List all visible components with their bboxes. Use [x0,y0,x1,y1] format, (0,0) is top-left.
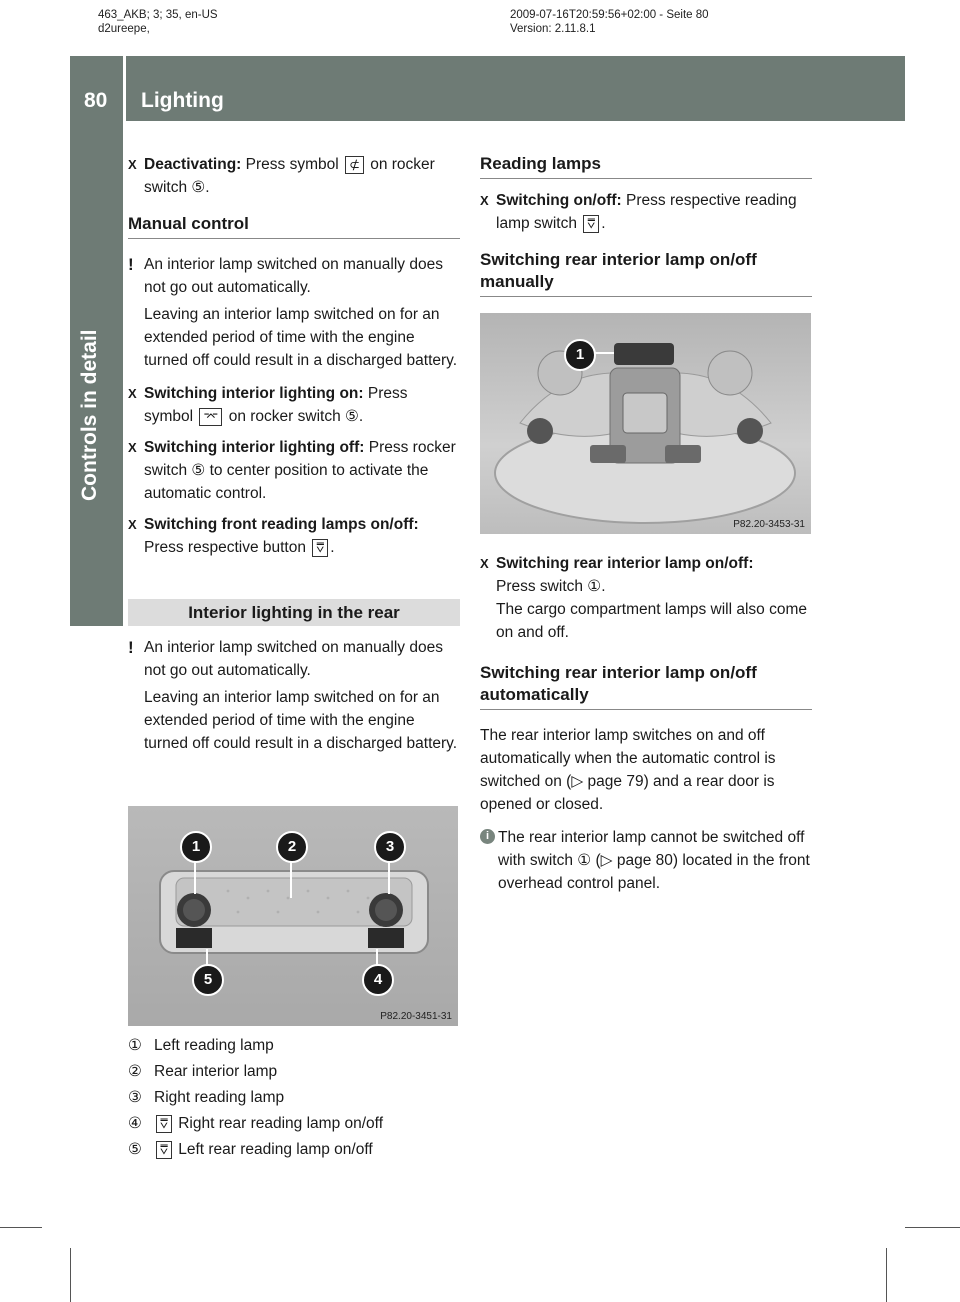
figure-rear-lamp [128,806,458,1026]
heading-reading-lamps: Reading lamps [480,153,812,179]
right-column-bottom [480,552,812,897]
legend-item-5 [128,1138,460,1161]
header-separator [123,56,126,121]
callout-1: 1 [180,831,212,863]
auto-paragraph: The rear interior lamp switches on and off automatically when the automatic control is switched on (▷ page 79) and a rear door is opened or closed. [480,727,776,813]
legend-item-2 [128,1060,460,1083]
step-text-2: . [330,539,335,556]
callout-2: 2 [276,831,308,863]
step-text-2: . [601,215,606,232]
note-para: Leaving an interior lamp switched on for an extended period of time with the engine turned off could result in a discharged battery. [144,306,458,369]
step-text: Press respective button [144,539,306,556]
step-arrow-icon: X [128,517,137,532]
right-column-top [480,153,812,311]
legend-text: Left rear reading lamp on/off [178,1141,373,1158]
legend-number: ⑤ [128,1141,142,1158]
legend-number: ① [128,1037,142,1054]
legend-text: Rear interior lamp [154,1063,278,1080]
left-column [128,153,460,755]
reading-lamp-symbol-icon: ⩢ [312,539,328,557]
step-deactivating [128,153,460,199]
legend-text: Right rear reading lamp on/off [178,1115,383,1132]
figure-code: P82.20-3453-31 [733,519,805,530]
step-front-reading [128,513,460,559]
figure-code: P82.20-3451-31 [380,1011,452,1022]
heading-manual-control: Manual control [128,213,460,239]
crop-mark [0,1227,42,1228]
step-text: Press switch ①. [496,578,606,595]
note-warning-2 [128,636,460,682]
legend-number: ④ [128,1115,142,1132]
step-arrow-icon: X [480,193,489,208]
info-text: The rear interior lamp cannot be switched off with switch ① (▷ page 80) located in the front overhead control panel. [498,829,810,892]
step-text: Press symbol [245,156,339,173]
interior-light-on-symbol-icon: ⌤ [199,408,222,426]
reading-lamp-symbol-icon: ⩢ [156,1141,172,1159]
step-reading-on-off [480,189,812,235]
figure-legend [128,1034,460,1164]
warning-exclamation-icon: ! [128,255,134,274]
callout-1: 1 [564,339,596,371]
page-title: Lighting [141,89,224,112]
crop-mark [886,1248,887,1302]
legend-item-3 [128,1086,460,1109]
step-label: Switching on/off: [496,192,622,209]
note-warning-1 [128,253,460,299]
meta-left [98,8,218,36]
overhead-panel-illustration [480,313,811,534]
callout-4: 4 [362,964,394,996]
legend-item-1 [128,1034,460,1057]
step-arrow-icon: X [480,556,489,571]
info-icon: i [480,829,495,844]
step-text: Press symbol [144,385,408,425]
legend-item-4 [128,1112,460,1135]
legend-text: Right reading lamp [154,1089,285,1106]
step-text-2: on rocker switch ⑤. [144,156,435,196]
callout-5: 5 [192,964,224,996]
step-label: Switching interior lighting off: [144,439,365,456]
note-line: An interior lamp switched on manually does not go out automatically. [144,639,443,679]
meta-left-line1: 463_AKB; 3; 35, en-US [98,9,218,21]
meta-right-line2: Version: 2.11.8.1 [510,23,596,35]
page-header [70,56,905,121]
step-lighting-on [128,382,460,428]
crop-mark [70,1248,71,1302]
step-rear-on-off [480,552,812,644]
page-number: 80 [84,89,108,112]
step-arrow-icon: X [128,157,137,172]
step-lighting-off [128,436,460,505]
figure-overhead-panel [480,313,811,534]
step-arrow-icon: X [128,440,137,455]
note-para: Leaving an interior lamp switched on for an extended period of time with the engine turned off could result in a discharged battery. [144,689,458,752]
step-text-2: The cargo compartment lamps will also come on and off. [496,601,807,641]
legend-number: ③ [128,1089,142,1106]
chapter-label: Controls in detail [78,329,101,501]
callout-3: 3 [374,831,406,863]
legend-text: Left reading lamp [154,1037,274,1054]
step-label: Switching interior lighting on: [144,385,364,402]
legend-number: ② [128,1063,142,1080]
warning-exclamation-icon: ! [128,638,134,657]
step-label: Deactivating: [144,156,242,173]
step-label: Switching front reading lamps on/off: [144,516,419,533]
step-text-2: on rocker switch ⑤. [228,408,364,425]
reading-lamp-symbol-icon: ⩢ [156,1115,172,1133]
heading-manual-rear: Switching rear interior lamp on/off manually [480,249,812,297]
meta-left-line2: d2ureepe, [98,23,150,35]
heading-auto-rear: Switching rear interior lamp on/off automatically [480,662,812,710]
step-text: Press rocker switch ⑤ to center position to activate the automatic control. [144,439,456,502]
interior-light-symbol-icon: ⊄ [345,156,364,174]
reading-lamp-symbol-icon: ⩢ [583,215,599,233]
chapter-side-tab [70,121,123,626]
section-heading-rear: Interior lighting in the rear [128,599,460,626]
step-label: Switching rear interior lamp on/off: [496,555,754,572]
meta-right-line1: 2009-07-16T20:59:56+02:00 - Seite 80 [510,9,709,21]
step-arrow-icon: X [128,386,137,401]
crop-mark [905,1227,960,1228]
meta-right [510,8,709,36]
info-note [480,826,812,895]
note-line: An interior lamp switched on manually does not go out automatically. [144,256,443,296]
step-text: Press respective reading lamp switch [496,192,797,232]
